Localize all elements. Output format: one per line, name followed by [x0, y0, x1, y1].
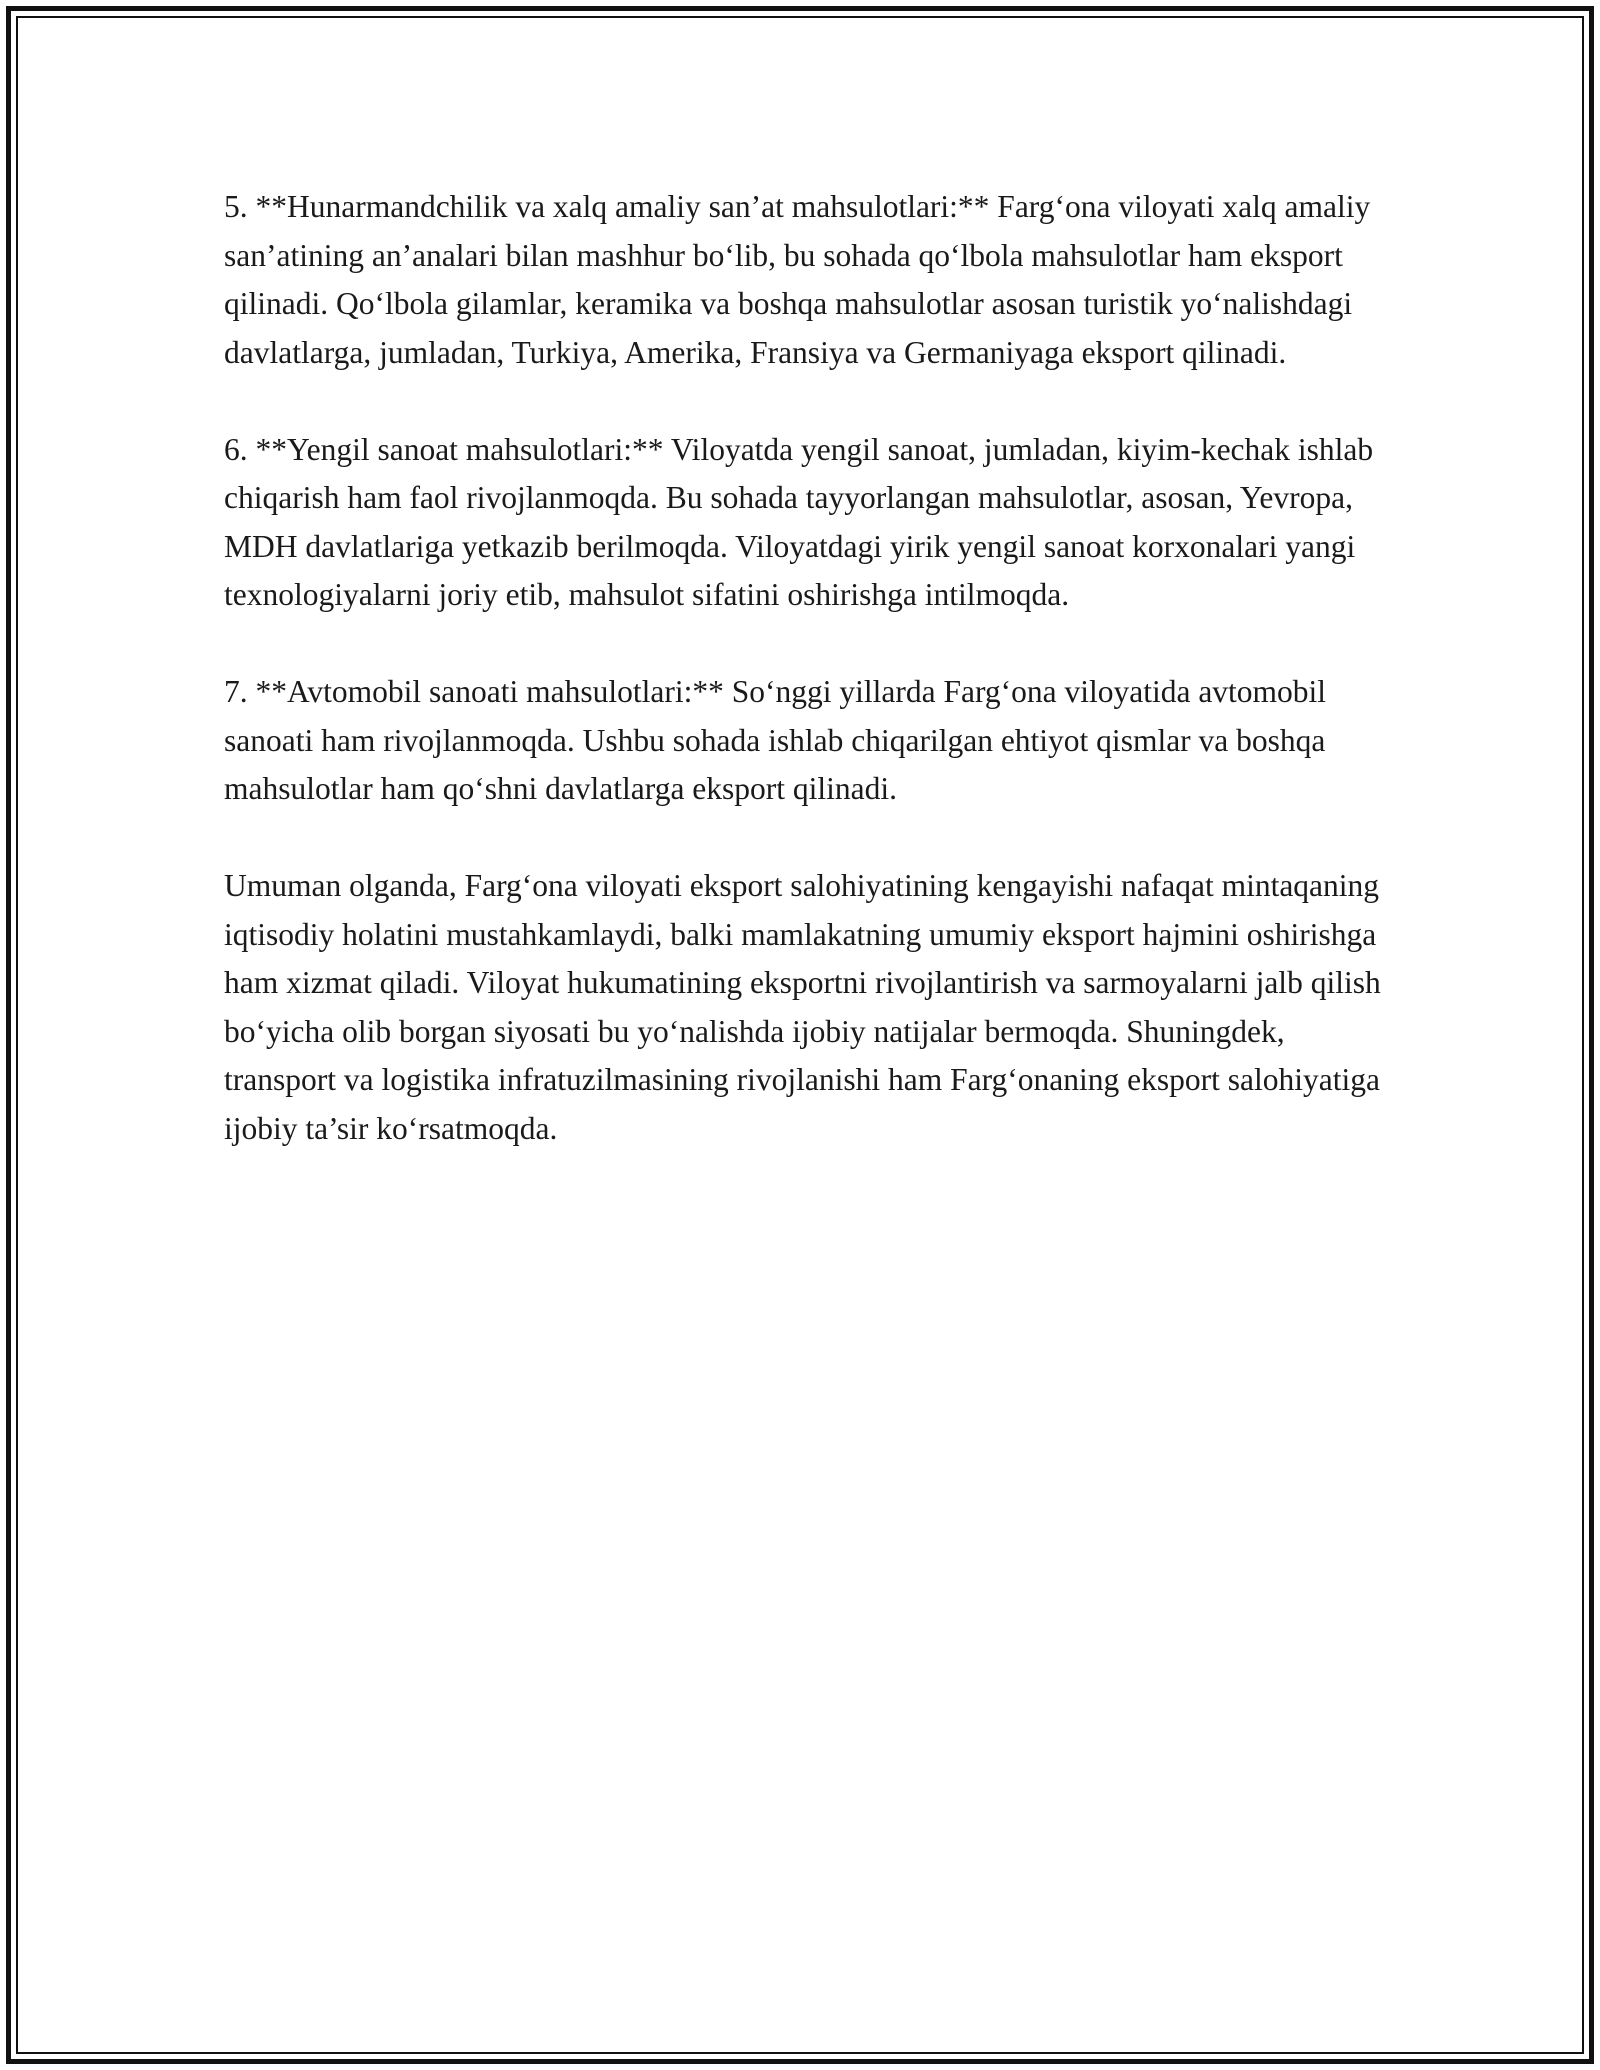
paragraph-handicrafts: 5. **Hunarmandchilik va xalq amaliy san’at mahsulotlari:** Farg‘ona viloyati xalq amaliy san’atining an’analari bilan mashhur bo‘lib, bu sohada qo‘lbola mahsulotlar ham eksport qilinadi. Qo‘lbola gilamlar, keramika va boshqa mahsulotlar asosan turistik yo‘nalishdagi davlatlarga, jumladan, Turkiya, Amerika, Fransiya va Germaniyaga eksport qilinadi.: [224, 189, 1371, 370]
paragraph-conclusion: Umuman olganda, Farg‘ona viloyati eksport salohiyatining kengayishi nafaqat mintaqaning iqtisodiy holatini mustahkamlaydi, balki mamlakatning umumiy eksport hajmini oshirishga ham xizmat qiladi. Viloyat hukumatining eksportni rivojlantirish va sarmoyalarni jalb qilish bo‘yicha olib borgan siyosati bu yo‘nalishda ijobiy natijalar bermoqda. Shuningdek, transport va logistika infratuzilmasining rivojlanishi ham Farg‘onaning eksport salohiyatiga ijobiy ta’sir ko‘rsatmoqda.: [224, 868, 1381, 1146]
document-body: [224, 183, 1384, 1202]
paragraph-light-industry: 6. **Yengil sanoat mahsulotlari:** Viloyatda yengil sanoat, jumladan, kiyim-kechak ishlab chiqarish ham faol rivojlanmoqda. Bu sohada tayyorlangan mahsulotlar, asosan, Yevropa, MDH davlatlariga yetkazib berilmoqda. Viloyatdagi yirik yengil sanoat korxonalari yangi texnologiyalarni joriy etib, mahsulot sifatini oshirishga intilmoqda.: [224, 431, 1374, 612]
paragraph-automotive: 7. **Avtomobil sanoati mahsulotlari:** So‘nggi yillarda Farg‘ona viloyatida avtomobil sanoati ham rivojlanmoqda. Ushbu sohada ishlab chiqarilgan ehtiyot qismlar va boshqa mahsulotlar ham qo‘shni davlatlarga eksport qilinadi.: [224, 674, 1327, 806]
